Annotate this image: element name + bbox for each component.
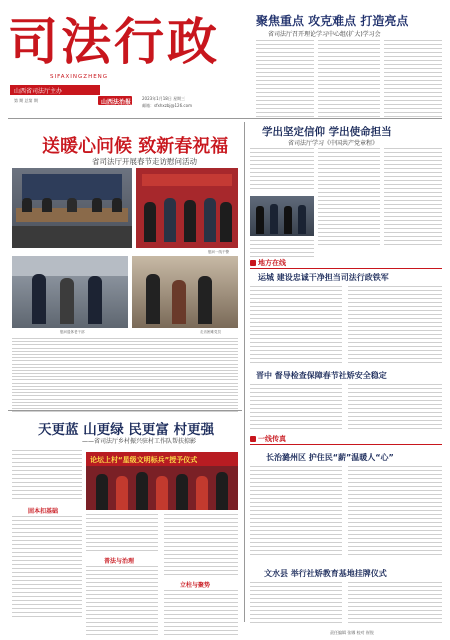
bottom-story-text-col3a — [164, 514, 238, 578]
lead-caption-mid: 慰问一线干警 — [208, 250, 229, 254]
masthead-date: 2023年1月18日 星期三 — [142, 96, 186, 101]
local-story2-headline: 晋中 督导检查保障春节社矫安全稳定 — [256, 371, 387, 380]
col-divider — [244, 122, 245, 622]
top-story-text-col2 — [318, 40, 380, 120]
local-story2-text-col1 — [250, 384, 342, 432]
frontline-story1-headline: 长治潞州区 护住民“薪”温暖人“心” — [266, 453, 394, 462]
bottom-section2-title: 普法与治理 — [104, 558, 135, 565]
frontline-story2-text-col1 — [250, 582, 342, 626]
section-local-label: 地方在线 — [258, 259, 286, 267]
section-local-marker-icon — [250, 260, 256, 266]
section-local-tag — [250, 258, 286, 268]
masthead-pinyin: SIFAXINGZHENG — [50, 74, 109, 80]
local-story2-text-col2 — [348, 384, 442, 432]
bottom-story-text-col2a — [86, 514, 158, 554]
right-story1-subhead: 省司法厅学习《中国共产党章程》 — [288, 140, 379, 147]
masthead-email: 邮箱：sfxhxzbj@126.com — [142, 103, 192, 108]
bottom-divider — [8, 410, 242, 411]
right-story1-text-col3 — [384, 148, 442, 248]
lead-caption-left: 慰问退休老干部 — [60, 330, 85, 334]
bottom-story-text-col3b — [164, 590, 238, 638]
local-story1-text-col1 — [250, 286, 342, 366]
bottom-photo-banner: 论坛上村“星级文明标兵”授予仪式 — [90, 456, 198, 464]
right-story1-text-col1b — [250, 240, 314, 260]
section-local-rule — [250, 268, 442, 269]
masthead-title: 司法行政 — [8, 12, 220, 71]
section-frontline-marker-icon — [250, 436, 256, 442]
footer-editor-line: 责任编辑 张娜 校对 崔锐 — [330, 630, 374, 635]
frontline-story2-headline: 文水县 举行社矫教育基地挂牌仪式 — [264, 569, 387, 578]
section-frontline-label: 一线传真 — [258, 435, 286, 443]
top-story-subhead: 省司法厅召开理论学习中心组(扩大)学习会 — [268, 31, 381, 38]
section-frontline-rule — [250, 444, 442, 445]
top-story-text-col3 — [384, 40, 442, 120]
local-story1-headline: 运城 建设忠诚干净担当司法行政铁军 — [258, 273, 389, 282]
frontline-story1-text-col2 — [348, 466, 442, 558]
bottom-section3-title: 立柱与聚势 — [180, 582, 211, 589]
bottom-story-subhead: ——省司法厅乡村振兴驻村工作队帮扶掠影 — [82, 438, 197, 445]
lead-story-text — [12, 338, 238, 415]
bottom-story-headline: 天更蓝 山更绿 民更富 村更强 — [38, 422, 215, 438]
top-divider — [8, 118, 442, 119]
local-story1-text-col2 — [348, 286, 442, 366]
lead-caption-right: 走访困难党员 — [200, 330, 221, 334]
lead-photo-visit-left — [12, 256, 128, 328]
bottom-story-text-col2b — [86, 566, 158, 638]
lead-photo-visit-right — [132, 256, 238, 328]
brand-name: 山西法治报 — [101, 99, 132, 106]
top-story-headline: 聚焦重点 攻克难点 打造亮点 — [256, 14, 409, 28]
right-story1-headline: 学出坚定信仰 学出使命担当 — [262, 126, 392, 138]
right-story1-photo — [250, 196, 314, 236]
bottom-section1-title: 固本扣基础 — [28, 508, 59, 515]
lead-photo-event — [136, 168, 238, 248]
frontline-story2-text-col2 — [348, 582, 442, 626]
bottom-story-text-intro — [12, 450, 82, 502]
lead-story-headline: 送暖心问候 致新春祝福 — [42, 136, 229, 157]
bottom-photo-ceremony — [86, 452, 238, 510]
right-story1-text-col2 — [318, 148, 380, 248]
masthead-org-line: 山西省司法厅主办 — [14, 88, 63, 95]
top-story-text-col1 — [256, 40, 314, 120]
masthead-issue-line: 第 期 总第 期 — [14, 98, 38, 103]
right-story1-text-col1 — [250, 148, 314, 192]
lead-photo-meeting — [12, 168, 132, 248]
lead-story-subhead: 省司法厅开展春节走访慰问活动 — [92, 157, 197, 166]
section-frontline-tag — [250, 434, 286, 444]
frontline-story1-text-col1 — [250, 466, 342, 558]
bottom-story-text-col1 — [12, 516, 82, 620]
